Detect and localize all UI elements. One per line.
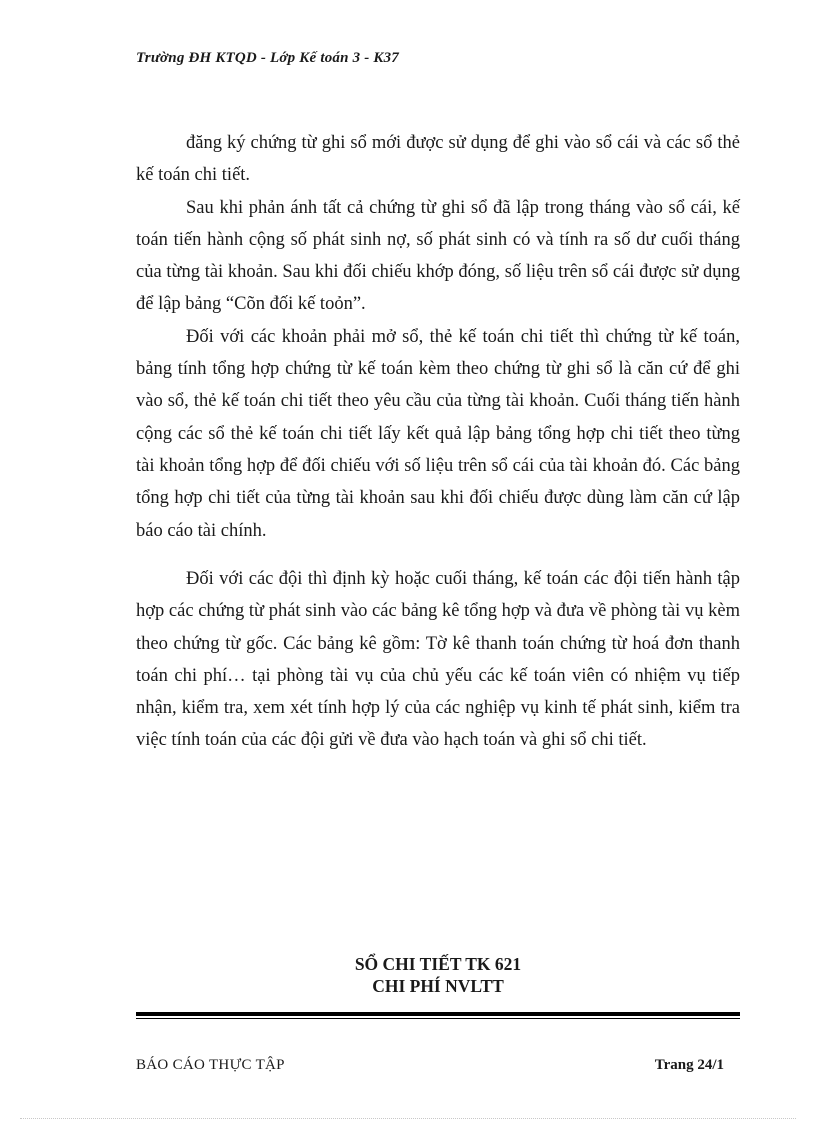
running-header: Trường ĐH KTQD - Lớp Kế toán 3 - K37 xyxy=(136,50,399,66)
section-title-line-2: CHI PHÍ NVLTT xyxy=(372,976,504,996)
paragraph-team-documents: Đối với các đội thì định kỳ hoặc cuối tháng, kế toán các đội tiến hành tập hợp các chứng từ phát sinh vào các bảng kê tổng hợp và đưa về phòng tài vụ kèm theo chứng từ gốc. Các bảng kê gồm: Tờ kê thanh toán chứng từ hoá đơn thanh toán chi phí… tại phòng tài vụ của chủ yếu các kế toán viên có nhiệm vụ tiếp nhận, kiểm tra, xem xét tính hợp lý của các nghiệp vụ kinh tế phát sinh, kiểm tra việc tính toán của các đội gửi về đưa vào hạch toán và ghi sổ chi tiết. xyxy=(136,569,740,751)
footer-report-label: BÁO CÁO THỰC TẬP xyxy=(136,1057,285,1073)
footer-divider-thick xyxy=(136,1012,740,1016)
body-text-block-2 xyxy=(136,563,740,757)
paragraph-detail-accounts: Đối với các khoản phải mở sổ, thẻ kế toán chi tiết thì chứng từ kế toán, bảng tính tổng hợp chứng từ kế toán kèm theo chứng từ ghi sổ là căn cứ để ghi vào sổ, thẻ kế toán chi tiết theo yêu cầu của từng tài khoản. Cuối tháng tiến hành cộng các sổ thẻ kế toán chi tiết lấy kết quả lập bảng tổng hợp chi tiết theo từng tài khoản tổng hợp để đối chiếu với số liệu trên sổ cái của tài khoản đó. Các bảng tổng hợp chi tiết của từng tài khoản sau khi đối chiếu được dùng làm căn cứ lập báo cáo tài chính. xyxy=(136,326,740,541)
section-title xyxy=(136,953,740,997)
paragraph-continuation: đăng ký chứng từ ghi sổ mới được sử dụng để ghi vào sổ cái và các sổ thẻ kế toán chi tiết. xyxy=(136,133,740,186)
section-title-line-1: SỔ CHI TIẾT TK 621 xyxy=(354,954,522,974)
footer-page-number: Trang 24/1 xyxy=(654,1057,724,1073)
paragraph-ledger-summary: Sau khi phản ánh tất cả chứng từ ghi sổ đã lập trong tháng vào sổ cái, kế toán tiến hành cộng số phát sinh nợ, số phát sinh có và tính ra số dư cuối tháng của từng tài khoản. Sau khi đối chiếu khớp đóng, số liệu trên sổ cái được sử dụng để lập bảng “Cõn đối kế toỏn”. xyxy=(136,197,740,315)
footer-divider-thin xyxy=(136,1018,740,1019)
page-bottom-edge xyxy=(20,1118,796,1119)
body-text-block xyxy=(136,127,740,547)
